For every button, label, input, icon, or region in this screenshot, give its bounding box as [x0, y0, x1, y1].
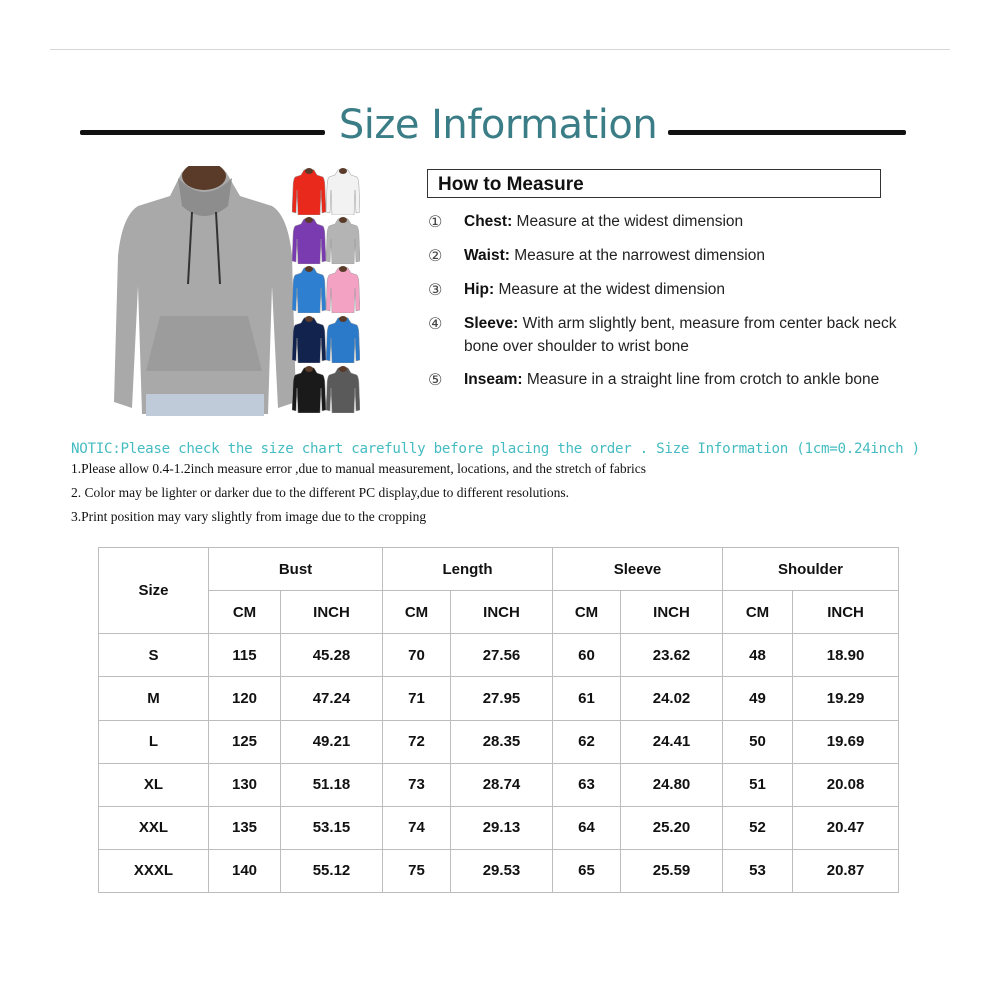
unit-header-inch: INCH [281, 591, 383, 634]
shoulder-header: Shoulder [723, 548, 899, 591]
table-cell: 130 [209, 763, 281, 806]
sleeve-header: Sleeve [553, 548, 723, 591]
title-line-right [668, 130, 906, 135]
table-cell: 25.59 [621, 849, 723, 892]
table-cell: 120 [209, 677, 281, 720]
how-to-measure-box [427, 169, 881, 198]
table-cell: 51 [723, 763, 793, 806]
table-cell: 125 [209, 720, 281, 763]
measure-description: With arm slightly bent, measure from center back neck bone over shoulder to wrist bone [464, 315, 897, 355]
swatch-royal-blue-hoodie [326, 316, 360, 363]
measure-number: ③ [428, 280, 443, 299]
unit-header-inch: INCH [451, 591, 553, 634]
table-cell: 50 [723, 720, 793, 763]
swatch-white-hoodie [326, 168, 360, 215]
table-cell: 18.90 [793, 634, 899, 677]
measure-number: ⑤ [428, 370, 443, 389]
table-row [99, 634, 899, 677]
swatch-blue-hoodie [292, 266, 326, 313]
table-cell: 28.74 [451, 763, 553, 806]
page-title: Size Information [338, 102, 658, 148]
measure-label: Chest: [464, 213, 513, 230]
table-row [99, 806, 899, 849]
top-divider [50, 49, 950, 50]
table-cell: 140 [209, 849, 281, 892]
size-cell: XXL [99, 806, 209, 849]
table-unit-row [99, 591, 899, 634]
table-cell: 55.12 [281, 849, 383, 892]
table-cell: 49.21 [281, 720, 383, 763]
table-cell: 20.08 [793, 763, 899, 806]
table-cell: 65 [553, 849, 621, 892]
table-cell: 27.56 [451, 634, 553, 677]
table-cell: 64 [553, 806, 621, 849]
table-cell: 23.62 [621, 634, 723, 677]
table-cell: 51.18 [281, 763, 383, 806]
size-cell: S [99, 634, 209, 677]
table-row [99, 720, 899, 763]
measure-label: Inseam: [464, 371, 523, 388]
table-cell: 53 [723, 849, 793, 892]
table-cell: 25.20 [621, 806, 723, 849]
hoodie-product-image [112, 166, 362, 418]
unit-header-cm: CM [723, 591, 793, 634]
measure-description: Measure at the widest dimension [494, 281, 726, 298]
title-line-left [80, 130, 325, 135]
table-cell: 53.15 [281, 806, 383, 849]
unit-header-cm: CM [209, 591, 281, 634]
table-cell: 47.24 [281, 677, 383, 720]
measure-description: Measure at the narrowest dimension [509, 247, 765, 264]
table-cell: 45.28 [281, 634, 383, 677]
size-column-header: Size [99, 548, 209, 634]
swatch-pink-hoodie [326, 266, 360, 313]
swatch-gray-hoodie [326, 217, 360, 264]
table-cell: 27.95 [451, 677, 553, 720]
how-to-measure-heading: How to Measure [438, 174, 584, 195]
table-cell: 60 [553, 634, 621, 677]
size-cell: L [99, 720, 209, 763]
measure-description: Measure in a straight line from crotch to ankle bone [522, 371, 880, 388]
table-cell: 52 [723, 806, 793, 849]
swatch-black-hoodie [292, 366, 326, 413]
title-row [80, 100, 908, 160]
table-cell: 24.41 [621, 720, 723, 763]
length-header: Length [383, 548, 553, 591]
table-cell: 75 [383, 849, 451, 892]
unit-header-cm: CM [383, 591, 451, 634]
table-cell: 48 [723, 634, 793, 677]
size-table-body [99, 548, 899, 893]
size-chart-table [98, 547, 899, 893]
table-cell: 61 [553, 677, 621, 720]
bust-header: Bust [209, 548, 383, 591]
measure-label: Hip: [464, 281, 495, 298]
table-row [99, 677, 899, 720]
unit-header-inch: INCH [793, 591, 899, 634]
table-cell: 62 [553, 720, 621, 763]
table-cell: 74 [383, 806, 451, 849]
table-cell: 115 [209, 634, 281, 677]
table-cell: 20.47 [793, 806, 899, 849]
swatch-red-hoodie [292, 168, 326, 215]
swatch-purple-hoodie [292, 217, 326, 264]
table-cell: 72 [383, 720, 451, 763]
note-color-difference: 2. Color may be lighter or darker due to the different PC display,due to different resolutions. [71, 485, 570, 500]
table-cell: 63 [553, 763, 621, 806]
table-cell: 71 [383, 677, 451, 720]
measure-number: ④ [428, 314, 443, 333]
table-cell: 135 [209, 806, 281, 849]
note-measure-error: 1.Please allow 0.4-1.2inch measure error ,due to manual measurement, locations, and the stretch of fabrics [71, 461, 647, 476]
measure-label: Sleeve: [464, 315, 519, 332]
size-cell: M [99, 677, 209, 720]
size-cell: XL [99, 763, 209, 806]
table-cell: 20.87 [793, 849, 899, 892]
size-cell: XXXL [99, 849, 209, 892]
table-cell: 70 [383, 634, 451, 677]
table-header-row [99, 548, 899, 591]
measure-number: ① [428, 212, 443, 231]
unit-header-inch: INCH [621, 591, 723, 634]
main-gray-hoodie [112, 166, 297, 416]
measure-label: Waist: [464, 247, 510, 264]
table-row [99, 763, 899, 806]
table-cell: 29.53 [451, 849, 553, 892]
swatch-navy-hoodie [292, 316, 326, 363]
table-cell: 24.80 [621, 763, 723, 806]
table-row [99, 849, 899, 892]
swatch-charcoal-hoodie [326, 366, 360, 413]
table-cell: 24.02 [621, 677, 723, 720]
size-notice: NOTIC:Please check the size chart carefully before placing the order . Size Information (1cm=0.24inch ) [71, 441, 920, 457]
table-cell: 73 [383, 763, 451, 806]
table-cell: 19.29 [793, 677, 899, 720]
table-cell: 49 [723, 677, 793, 720]
note-print-position: 3.Print position may vary slightly from image due to the cropping [71, 509, 427, 524]
table-cell: 19.69 [793, 720, 899, 763]
measure-number: ② [428, 246, 443, 265]
unit-header-cm: CM [553, 591, 621, 634]
table-cell: 29.13 [451, 806, 553, 849]
measure-description: Measure at the widest dimension [512, 213, 744, 230]
table-cell: 28.35 [451, 720, 553, 763]
